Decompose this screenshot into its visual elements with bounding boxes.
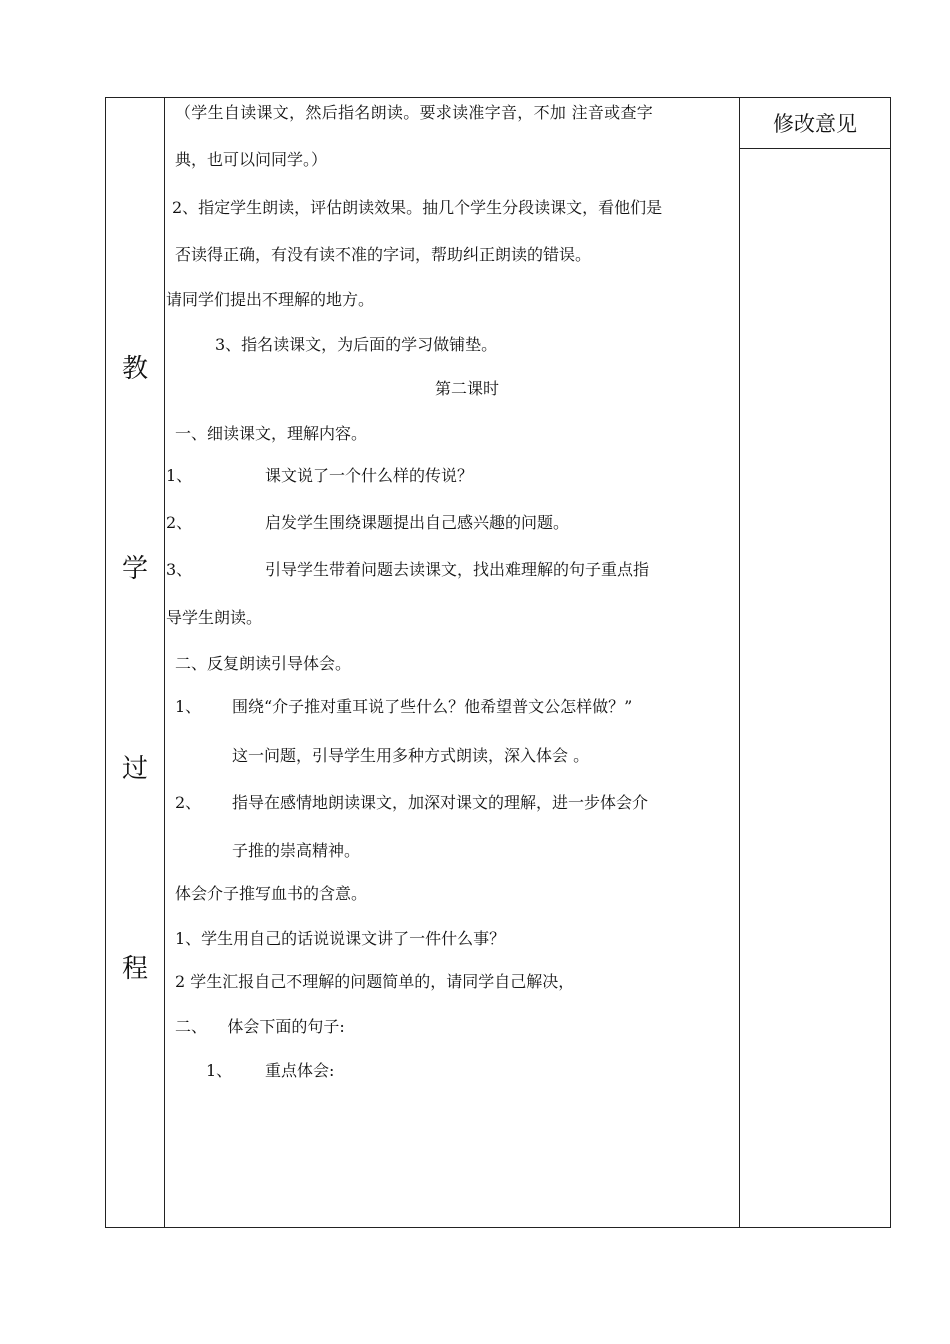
content-line: 课文说了一个什么样的传说？ (265, 466, 474, 485)
table-border-bottom (105, 1227, 891, 1228)
table-divider-1 (164, 97, 165, 1228)
content-line: 2、指定学生朗读，评估朗读效果。抽几个学生分段读课文，看他们是 (172, 198, 663, 217)
content-line: 引导学生带着问题去读课文，找出难理解的句子重点指 (265, 560, 650, 579)
content-line: 重点体会: (265, 1061, 335, 1080)
content-line: 导学生朗读。 (166, 608, 263, 627)
content-line: 请同学们提出不理解的地方。 (166, 290, 375, 309)
revision-header: 修改意见 (773, 111, 857, 136)
content-line: 二、 体会下面的句子: (175, 1017, 345, 1036)
side-label-char-3: 过 (121, 754, 148, 784)
list-number: 2、 (166, 513, 193, 532)
section-heading: 第二课时 (435, 379, 500, 398)
table-border-left (105, 97, 106, 1228)
content-line: 典，也可以问同学。） (175, 150, 328, 169)
content-line: 一、细读课文，理解内容。 (175, 424, 368, 443)
table-divider-2 (739, 97, 740, 1228)
content-line: 这一问题，引导学生用多种方式朗读，深入体会 。 (232, 746, 590, 765)
list-number: 2、 (175, 793, 202, 812)
content-line: 否读得正确，有没有读不准的字词，帮助纠正朗读的错误。 (175, 245, 592, 264)
content-line: 围绕“介子推对重耳说了些什么？他希望普文公怎样做？” (232, 697, 633, 716)
content-line: 1、学生用自己的话说说课文讲了一件什么事？ (175, 929, 506, 948)
table-border-right (890, 97, 891, 1228)
side-label-char-2: 学 (121, 554, 148, 584)
list-number: 1、 (206, 1061, 233, 1080)
content-line: 2 学生汇报自己不理解的问题简单的，请同学自己解决， (175, 972, 575, 991)
side-label-char-1: 教 (121, 354, 148, 384)
content-line: 体会介子推写血书的含意。 (175, 884, 368, 903)
list-number: 1、 (166, 466, 193, 485)
content-line: 子推的崇高精神。 (232, 841, 361, 860)
content-line: 指导在感情地朗读课文，加深对课文的理解，进一步体会介 (232, 793, 649, 812)
content-line: 二、反复朗读引导体会。 (175, 654, 352, 673)
list-number: 1、 (175, 697, 202, 716)
content-line: 3、指名读课文，为后面的学习做铺垫。 (215, 335, 498, 354)
content-line: 启发学生围绕课题提出自己感兴趣的问题。 (265, 513, 570, 532)
content-line: （学生自读课文，然后指名朗读。要求读准字音，不加 注音或查字 (175, 103, 654, 122)
header-underline (739, 148, 891, 149)
side-label-char-4: 程 (121, 954, 148, 984)
list-number: 3、 (166, 560, 193, 579)
